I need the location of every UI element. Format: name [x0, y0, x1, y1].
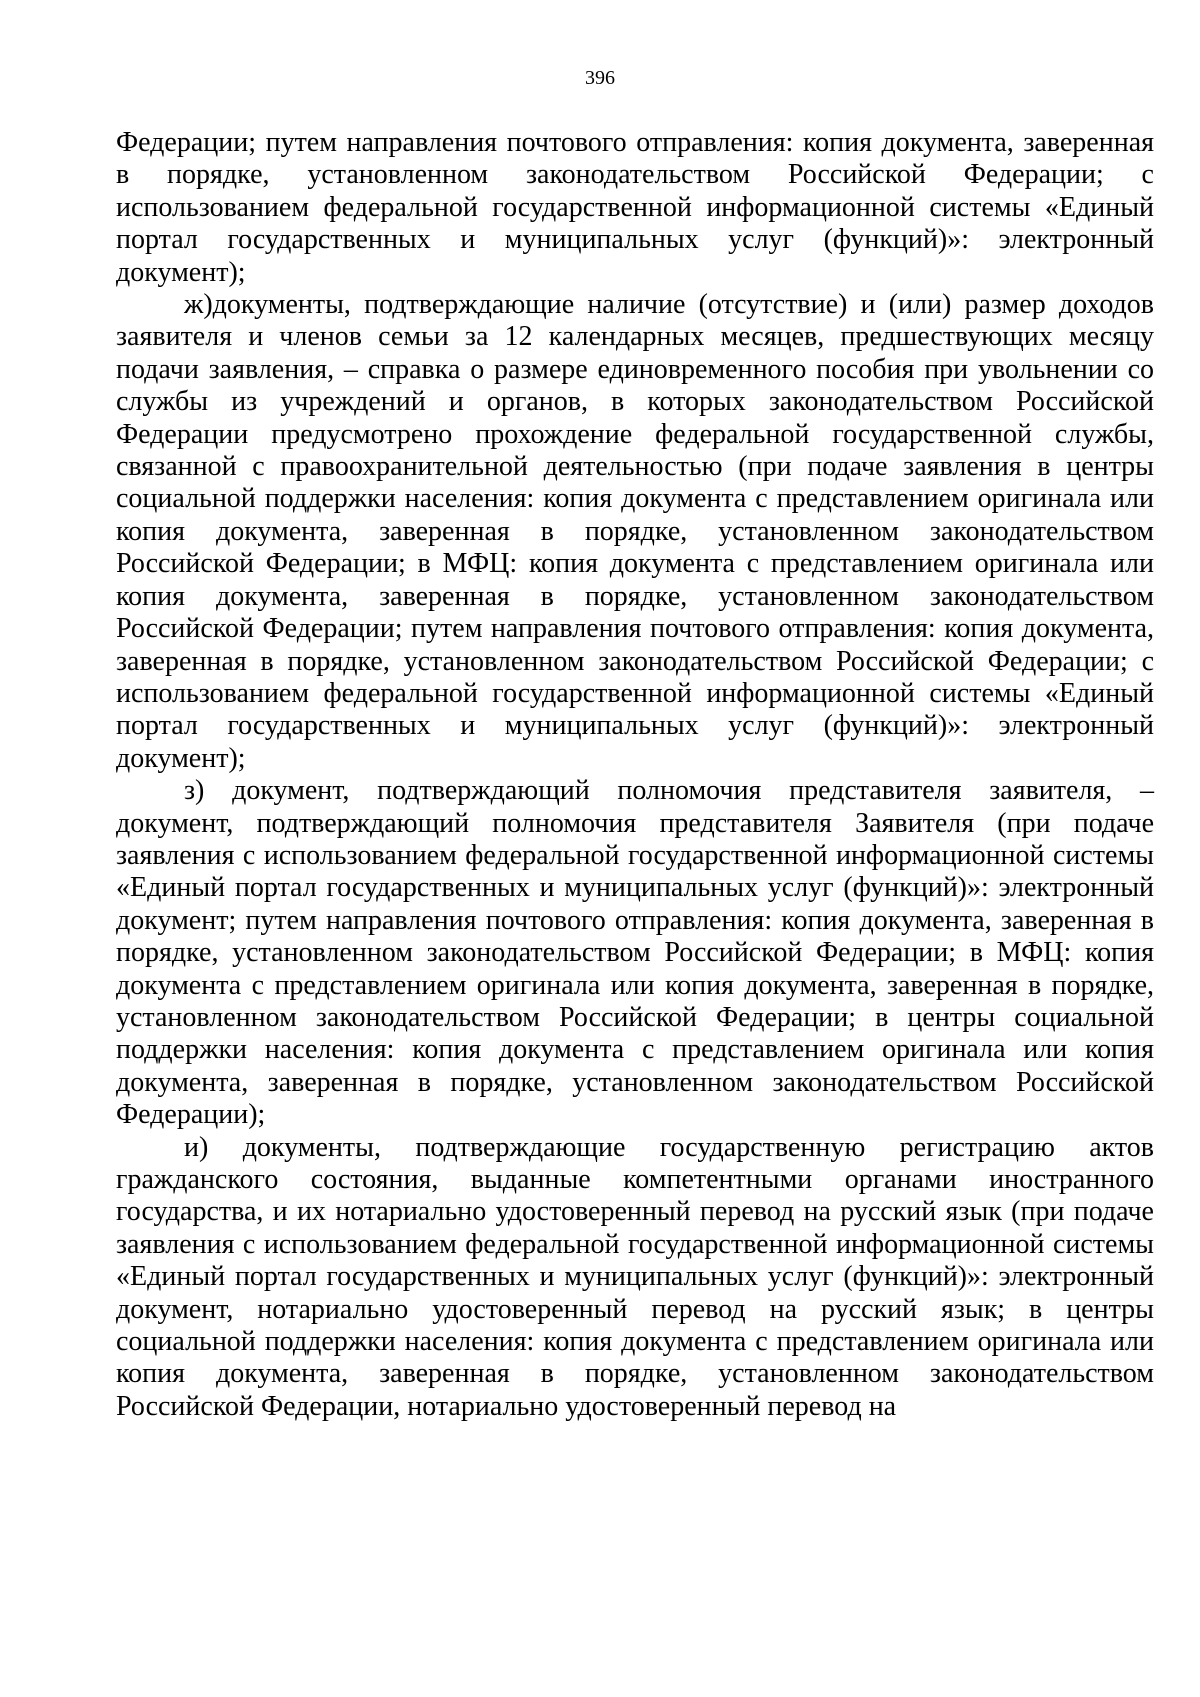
- document-body: [116, 127, 1154, 1423]
- paragraph-item-i: и) документы, подтверждающие государственную регистрацию актов гражданского состояния, выданные компетентными органами иностранного государства, и их нотариально удостоверенный перевод на русский язык (при подаче заявления с использованием федеральной государственной информационной системы «Единый портал государственных и муниципальных услуг (функций)»: электронный документ, нотариально удостоверенный перевод на русский язык; в центры социальной поддержки населения: копия документа с представлением оригинала или копия документа, заверенная в порядке, установленном законодательством Российской Федерации, нотариально удостоверенный перевод на: [116, 1131, 1154, 1422]
- paragraph-item-z: з) документ, подтверждающий полномочия представителя заявителя, – документ, подтверждающий полномочия представителя Заявителя (при подаче заявления с использованием федеральной государственной информационной системы «Единый портал государственных и муниципальных услуг (функций)»: электронный документ; путем направления почтового отправления: копия документа, заверенная в порядке, установленном законодательством Российской Федерации; в МФЦ: копия документа с представлением оригинала или копия документа, заверенная в порядке, установленном законодательством Российской Федерации; в центры социальной поддержки населения: копия документа с представлением оригинала или копия документа, заверенная в порядке, установленном законодательством Российской Федерации);: [116, 775, 1154, 1131]
- page-number: 396: [585, 67, 615, 89]
- paragraph-item-zh: ж)документы, подтверждающие наличие (отсутствие) и (или) размер доходов заявителя и членов семьи за 12 календарных месяцев, предшествующих месяцу подачи заявления, – справка о размере единовременного пособия при увольнении со службы из учреждений и органов, в которых законодательством Российской Федерации предусмотрено прохождение федеральной государственной службы, связанной с правоохранительной деятельностью (при подаче заявления в центры социальной поддержки населения: копия документа с представлением оригинала или копия документа, заверенная в порядке, установленном законодательством Российской Федерации; в МФЦ: копия документа с представлением оригинала или копия документа, заверенная в порядке, установленном законодательством Российской Федерации; путем направления почтового отправления: копия документа, заверенная в порядке, установленном законодательством Российской Федерации; с использованием федеральной государственной информационной системы «Единый портал государственных и муниципальных услуг (функций)»: электронный документ);: [116, 289, 1154, 774]
- paragraph-continuation: Федерации; путем направления почтового отправления: копия документа, заверенная в порядке, установленном законодательством Российской Федерации; с использованием федеральной государственной информационной системы «Единый портал государственных и муниципальных услуг (функций)»: электронный документ);: [116, 127, 1154, 288]
